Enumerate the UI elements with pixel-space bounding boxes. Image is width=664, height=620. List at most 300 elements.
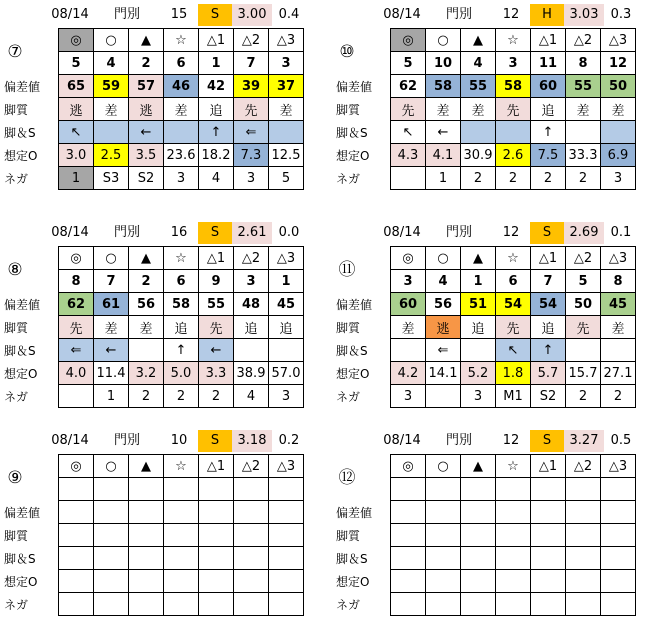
mark-cell: ▲ [461,455,496,478]
legs-cell [94,121,129,144]
race-number-cell [332,29,391,75]
odds-cell: 30.9 [461,144,496,167]
dev-cell: 50 [601,75,636,98]
nega-cell: 4 [199,167,234,190]
style-cell: 差 [391,316,426,339]
dev-cell: 61 [94,293,129,316]
style-cell: 差 [461,98,496,121]
odds-cell: 27.1 [601,362,636,385]
style-cell [531,524,566,547]
race-count: 16 [170,225,188,240]
race-panel [332,4,662,194]
nega-cell [234,593,269,616]
mark-cell: △3 [601,247,636,270]
style-cell: 逃 [426,316,461,339]
nega-cell [59,385,94,408]
race-venue: 門別 [445,225,472,240]
odds-cell: 3.3 [199,362,234,385]
legs-cell [461,121,496,144]
odds-cell: 7.3 [234,144,269,167]
dev-cell: 57 [129,75,164,98]
nega-cell: S2 [531,385,566,408]
race-number: ⑩ [339,41,355,62]
mark-cell: ☆ [164,455,199,478]
nega-cell [531,593,566,616]
race-ratio: 3.27 [564,430,604,452]
dev-cell [426,501,461,524]
mark-cell: △2 [234,455,269,478]
row-label: ネガ [4,389,29,404]
race-score: 0.4 [278,7,300,22]
style-cell: 追 [531,316,566,339]
row-label: 脚＆S [336,125,368,140]
row-label: 偏差値 [4,297,41,312]
nega-cell: 3 [234,167,269,190]
nega-cell [566,593,601,616]
race-number-cell [332,247,391,293]
nega-cell: 1 [59,167,94,190]
mark-cell: △3 [269,29,304,52]
race-venue: 門別 [113,433,140,448]
race-ratio: 3.18 [232,430,272,452]
odds-cell: 23.6 [164,144,199,167]
horse-number-cell: 9 [199,270,234,293]
row-label: 想定O [4,574,38,589]
style-cell: 差 [566,98,601,121]
nega-cell: 3 [164,167,199,190]
race-number-cell [0,455,59,501]
horse-number-cell: 3 [496,52,531,75]
legs-cell: ↖ [391,121,426,144]
nega-cell: 1 [426,167,461,190]
odds-cell [199,570,234,593]
legs-cell [129,339,164,362]
style-cell: 先 [199,316,234,339]
horse-number-cell: 5 [391,52,426,75]
horse-number-cell: 8 [601,270,636,293]
odds-cell: 12.5 [269,144,304,167]
horse-number-cell: 5 [566,270,601,293]
mark-cell: △3 [269,247,304,270]
style-cell [59,524,94,547]
legs-cell [234,547,269,570]
odds-cell [234,570,269,593]
odds-cell: 5.2 [461,362,496,385]
race-header [0,222,330,244]
odds-cell: 5.7 [531,362,566,385]
legs-cell: ⇐ [234,121,269,144]
odds-cell [94,570,129,593]
style-cell: 追 [269,316,304,339]
dev-cell: 54 [496,293,531,316]
dev-cell: 50 [566,293,601,316]
style-cell: 追 [234,316,269,339]
odds-cell: 2.5 [94,144,129,167]
style-cell: 追 [164,316,199,339]
legs-cell [566,339,601,362]
race-date: 08/14 [383,433,421,448]
race-ratio: 3.00 [232,4,272,26]
legs-cell: ↑ [164,339,199,362]
row-label: 脚＆S [4,125,36,140]
dev-cell: 65 [59,75,94,98]
race-score: 0.1 [610,225,632,240]
nega-cell [164,593,199,616]
row-label: 偏差値 [4,505,41,520]
nega-cell: 2 [199,385,234,408]
odds-cell: 3.0 [59,144,94,167]
nega-cell: 5 [269,167,304,190]
legs-cell: ↑ [199,121,234,144]
style-cell [199,524,234,547]
row-label: 脚質 [4,102,29,117]
dev-cell: 39 [234,75,269,98]
race-venue: 門別 [113,225,140,240]
horse-number-cell [566,478,601,501]
legs-cell: ← [129,121,164,144]
horse-number-cell: 1 [461,270,496,293]
mark-cell: ◎ [391,455,426,478]
race-panel [332,430,662,620]
dev-cell: 37 [269,75,304,98]
odds-cell [566,570,601,593]
race-venue: 門別 [445,433,472,448]
style-cell: 先 [496,316,531,339]
mark-cell: △1 [199,455,234,478]
mark-cell: ○ [94,247,129,270]
horse-number-cell [461,478,496,501]
odds-cell [601,570,636,593]
odds-cell: 1.8 [496,362,531,385]
race-panel [0,430,330,620]
dev-cell [94,501,129,524]
horse-number-cell: 1 [269,270,304,293]
horse-number-cell: 6 [496,270,531,293]
row-label: 脚質 [336,528,361,543]
horse-number-cell: 12 [601,52,636,75]
row-label: 偏差値 [336,297,373,312]
race-number: ⑧ [7,259,23,280]
dev-cell: 60 [531,75,566,98]
race-grid [332,454,636,616]
odds-cell: 6.9 [601,144,636,167]
odds-cell: 11.4 [94,362,129,385]
horse-number-cell: 2 [129,270,164,293]
nega-cell: 2 [601,385,636,408]
mark-cell: ▲ [129,455,164,478]
row-label: 偏差値 [4,79,41,94]
odds-cell: 18.2 [199,144,234,167]
legs-cell [234,339,269,362]
style-cell: 追 [531,98,566,121]
dev-cell: 55 [566,75,601,98]
legs-cell [601,339,636,362]
nega-cell: 4 [234,385,269,408]
row-label: 脚質 [336,102,361,117]
legs-cell [199,547,234,570]
nega-cell [426,385,461,408]
style-cell [601,524,636,547]
style-cell: 先 [59,316,94,339]
horse-number-cell: 4 [94,52,129,75]
style-cell: 差 [269,98,304,121]
nega-cell: 2 [566,167,601,190]
legs-cell [461,339,496,362]
race-grade: S [530,222,564,244]
row-label: 脚質 [4,320,29,335]
row-label: 脚＆S [336,343,368,358]
horse-number-cell [496,478,531,501]
style-cell: 追 [199,98,234,121]
race-count: 10 [170,433,188,448]
race-header [332,430,662,452]
race-number: ⑪ [338,259,356,280]
horse-number-cell: 4 [426,270,461,293]
dev-cell [566,501,601,524]
race-header [0,4,330,26]
mark-cell: △2 [234,247,269,270]
nega-cell: 2 [461,167,496,190]
race-number-cell [0,29,59,75]
horse-number-cell [199,478,234,501]
nega-cell [199,593,234,616]
mark-cell: △3 [601,455,636,478]
nega-cell: 3 [391,385,426,408]
race-date: 08/14 [51,225,89,240]
horse-number-cell [531,478,566,501]
dev-cell [269,501,304,524]
legs-cell [566,547,601,570]
nega-cell [59,593,94,616]
mark-cell: ◎ [59,29,94,52]
horse-number-cell: 11 [531,52,566,75]
mark-cell: ▲ [129,247,164,270]
style-cell [129,524,164,547]
race-count: 12 [502,433,520,448]
race-number: ⑨ [7,467,23,488]
horse-number-cell: 3 [234,270,269,293]
nega-cell: 3 [461,385,496,408]
legs-cell: ← [94,339,129,362]
odds-cell: 33.3 [566,144,601,167]
nega-cell: 2 [531,167,566,190]
legs-cell [94,547,129,570]
dev-cell: 46 [164,75,199,98]
dev-cell: 45 [269,293,304,316]
mark-cell: ○ [426,29,461,52]
nega-cell: 2 [129,385,164,408]
style-cell: 逃 [59,98,94,121]
dev-cell [601,501,636,524]
mark-cell: △1 [531,455,566,478]
dev-cell [391,501,426,524]
legs-cell [269,339,304,362]
row-label: 想定O [4,366,38,381]
odds-cell: 2.6 [496,144,531,167]
legs-cell: ↑ [531,121,566,144]
mark-cell: ○ [94,29,129,52]
mark-cell: ☆ [496,247,531,270]
odds-cell [426,570,461,593]
dev-cell: 55 [199,293,234,316]
mark-cell: ○ [94,455,129,478]
style-cell: 逃 [129,98,164,121]
mark-cell: ◎ [391,29,426,52]
style-cell: 先 [391,98,426,121]
dev-cell: 62 [391,75,426,98]
nega-cell: M1 [496,385,531,408]
dev-cell: 56 [129,293,164,316]
nega-cell [391,167,426,190]
style-cell: 先 [566,316,601,339]
dev-cell: 42 [199,75,234,98]
race-grade: S [198,430,232,452]
style-cell: 差 [601,98,636,121]
race-panel [0,222,330,412]
dev-cell: 45 [601,293,636,316]
dev-cell: 56 [426,293,461,316]
nega-cell [496,593,531,616]
legs-cell [496,547,531,570]
race-count: 12 [502,225,520,240]
horse-number-cell: 3 [269,52,304,75]
horse-number-cell [129,478,164,501]
mark-cell: ☆ [496,29,531,52]
horse-number-cell [601,478,636,501]
mark-cell: ▲ [461,29,496,52]
nega-cell: 2 [496,167,531,190]
mark-cell: △2 [566,455,601,478]
nega-cell: S2 [129,167,164,190]
dev-cell: 60 [391,293,426,316]
race-date: 08/14 [51,433,89,448]
mark-cell: △2 [566,247,601,270]
dev-cell [496,501,531,524]
race-ratio: 3.03 [564,4,604,26]
horse-number-cell [164,478,199,501]
nega-cell [269,593,304,616]
legs-cell: ⇐ [59,339,94,362]
row-label: 脚質 [4,528,29,543]
legs-cell [601,547,636,570]
mark-cell: ▲ [129,29,164,52]
row-label: ネガ [336,597,361,612]
nega-cell: 2 [164,385,199,408]
style-cell [94,524,129,547]
mark-cell: ○ [426,247,461,270]
race-header [332,222,662,244]
legs-cell [496,121,531,144]
odds-cell: 14.1 [426,362,461,385]
style-cell: 差 [426,98,461,121]
horse-number-cell [234,478,269,501]
race-venue: 門別 [113,7,140,22]
mark-cell: △1 [199,29,234,52]
horse-number-cell: 7 [94,270,129,293]
row-label: 想定O [336,366,370,381]
mark-cell: ☆ [164,29,199,52]
horse-number-cell: 10 [426,52,461,75]
legs-cell [601,121,636,144]
race-panel [332,222,662,412]
horse-number-cell: 3 [391,270,426,293]
horse-number-cell: 6 [164,270,199,293]
horse-number-cell [426,478,461,501]
legs-cell [566,121,601,144]
nega-cell: 1 [94,385,129,408]
race-number: ⑫ [338,467,356,488]
mark-cell: ☆ [164,247,199,270]
dev-cell: 62 [59,293,94,316]
mark-cell: ☆ [496,455,531,478]
row-label: ネガ [4,597,29,612]
odds-cell: 38.9 [234,362,269,385]
mark-cell: ▲ [461,247,496,270]
row-label: ネガ [336,389,361,404]
mark-cell: △3 [601,29,636,52]
dev-cell [461,501,496,524]
horse-number-cell [391,478,426,501]
horse-number-cell: 7 [531,270,566,293]
race-score: 0.5 [610,433,632,448]
race-grid [0,454,304,616]
odds-cell: 3.2 [129,362,164,385]
row-label: 脚＆S [4,343,36,358]
race-header [332,4,662,26]
race-grade: H [530,4,564,26]
row-label: ネガ [4,171,29,186]
dev-cell [531,501,566,524]
nega-cell: 3 [601,167,636,190]
odds-cell: 4.3 [391,144,426,167]
race-grade: S [198,4,232,26]
legs-cell [531,547,566,570]
nega-cell [94,593,129,616]
nega-cell: S3 [94,167,129,190]
style-cell [391,524,426,547]
legs-cell: ← [426,121,461,144]
odds-cell [496,570,531,593]
dev-cell: 59 [94,75,129,98]
style-cell [164,524,199,547]
race-venue: 門別 [445,7,472,22]
dev-cell [234,501,269,524]
dev-cell: 51 [461,293,496,316]
style-cell: 先 [496,98,531,121]
row-label: 脚質 [336,320,361,335]
race-number: ⑦ [7,41,23,62]
race-ratio: 2.61 [232,222,272,244]
dev-cell: 58 [426,75,461,98]
style-cell [566,524,601,547]
row-label: 脚＆S [336,551,368,566]
row-label: 想定O [4,148,38,163]
legs-cell [59,547,94,570]
row-label: 脚＆S [4,551,36,566]
race-date: 08/14 [383,7,421,22]
horse-number-cell [59,478,94,501]
odds-cell [461,570,496,593]
race-grid [332,28,636,190]
horse-number-cell: 8 [59,270,94,293]
legs-cell [164,547,199,570]
odds-cell [391,570,426,593]
race-number-cell [332,455,391,501]
race-date: 08/14 [383,225,421,240]
horse-number-cell: 7 [234,52,269,75]
odds-cell: 4.1 [426,144,461,167]
race-grid [0,28,304,190]
